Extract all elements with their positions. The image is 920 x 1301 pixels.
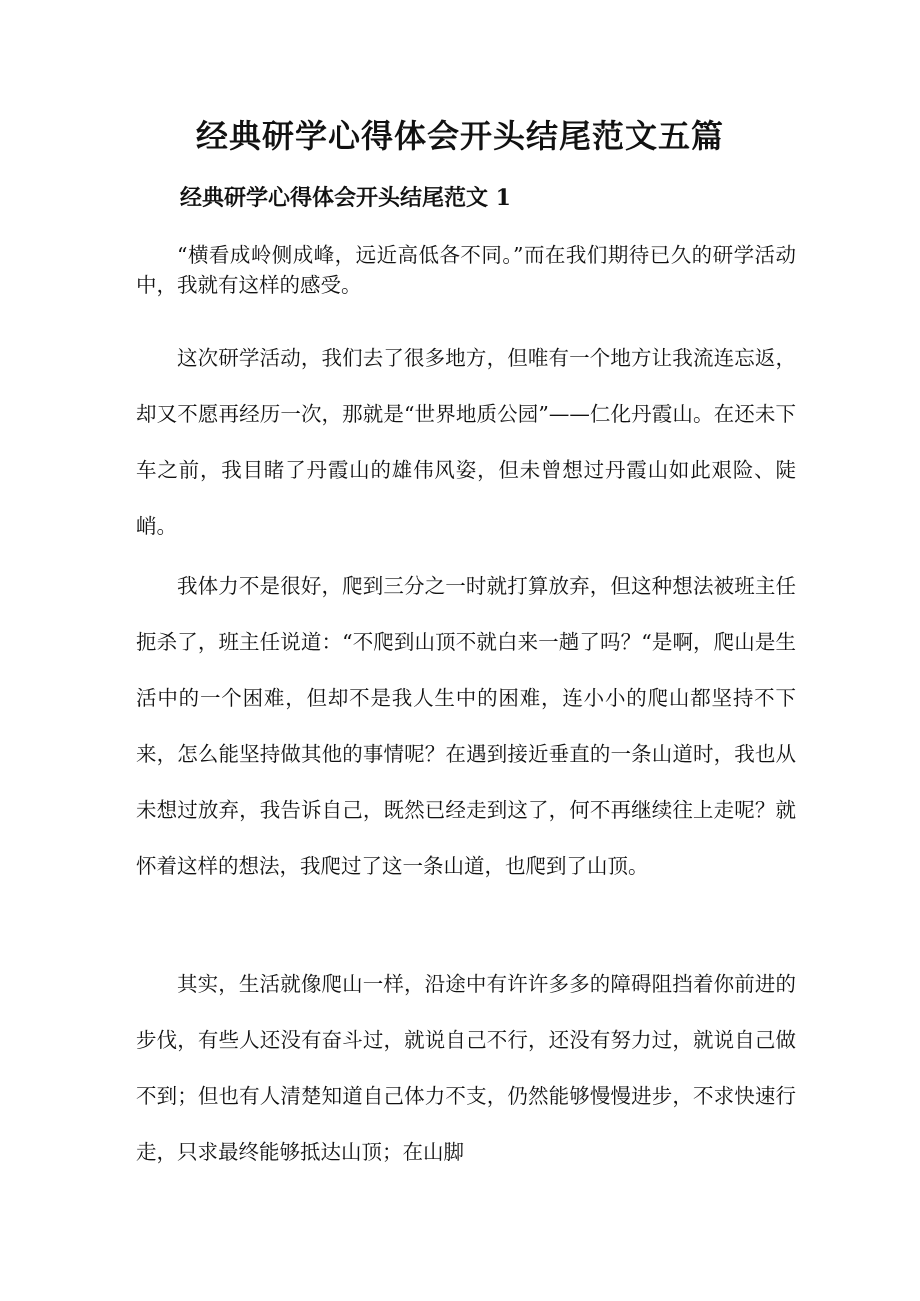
paragraph-2: 这次研学活动，我们去了很多地方，但唯有一个地方让我流连忘返，却又不愿再经历一次，那就是“世界地质公园”——仁化丹霞山。在还未下车之前，我目睹了丹霞山的雄伟风姿，但未曾想过丹霞山如此艰险、陡峭。 — [136, 346, 796, 538]
paragraph-4: 其实，生活就像爬山一样，沿途中有许许多多的障碍阻挡着你前进的步伐，有些人还没有奋斗过，就说自己不行，还没有努力过，就说自己做不到；但也有人清楚知道自己体力不支，仍然能够慢慢进步，不求快速行走，只求最终能够抵达山顶；在山脚 — [136, 972, 796, 1164]
section-heading: 经典研学心得体会开头结尾范文 1 — [180, 185, 511, 211]
paragraph-3: 我体力不是很好，爬到三分之一时就打算放弃，但这种想法被班主任扼杀了，班主任说道：“不爬到山顶不就白来一趟了吗？“是啊，爬山是生活中的一个困难，但却不是我人生中的困难，连小小的爬山都坚持不下来，怎么能坚持做其他的事情呢？在遇到接近垂直的一条山道时，我也从未想过放弃，我告诉自己，既然已经走到这了，何不再继续往上走呢？就怀着这样的想法，我爬过了这一条山道，也爬到了山顶。 — [136, 574, 796, 878]
paragraph-1: “横看成岭侧成峰，远近高低各不同。”而在我们期待已久的研学活动中，我就有这样的感受。 — [136, 243, 796, 297]
document-title: 经典研学心得体会开头结尾范文五篇 — [195, 117, 724, 155]
